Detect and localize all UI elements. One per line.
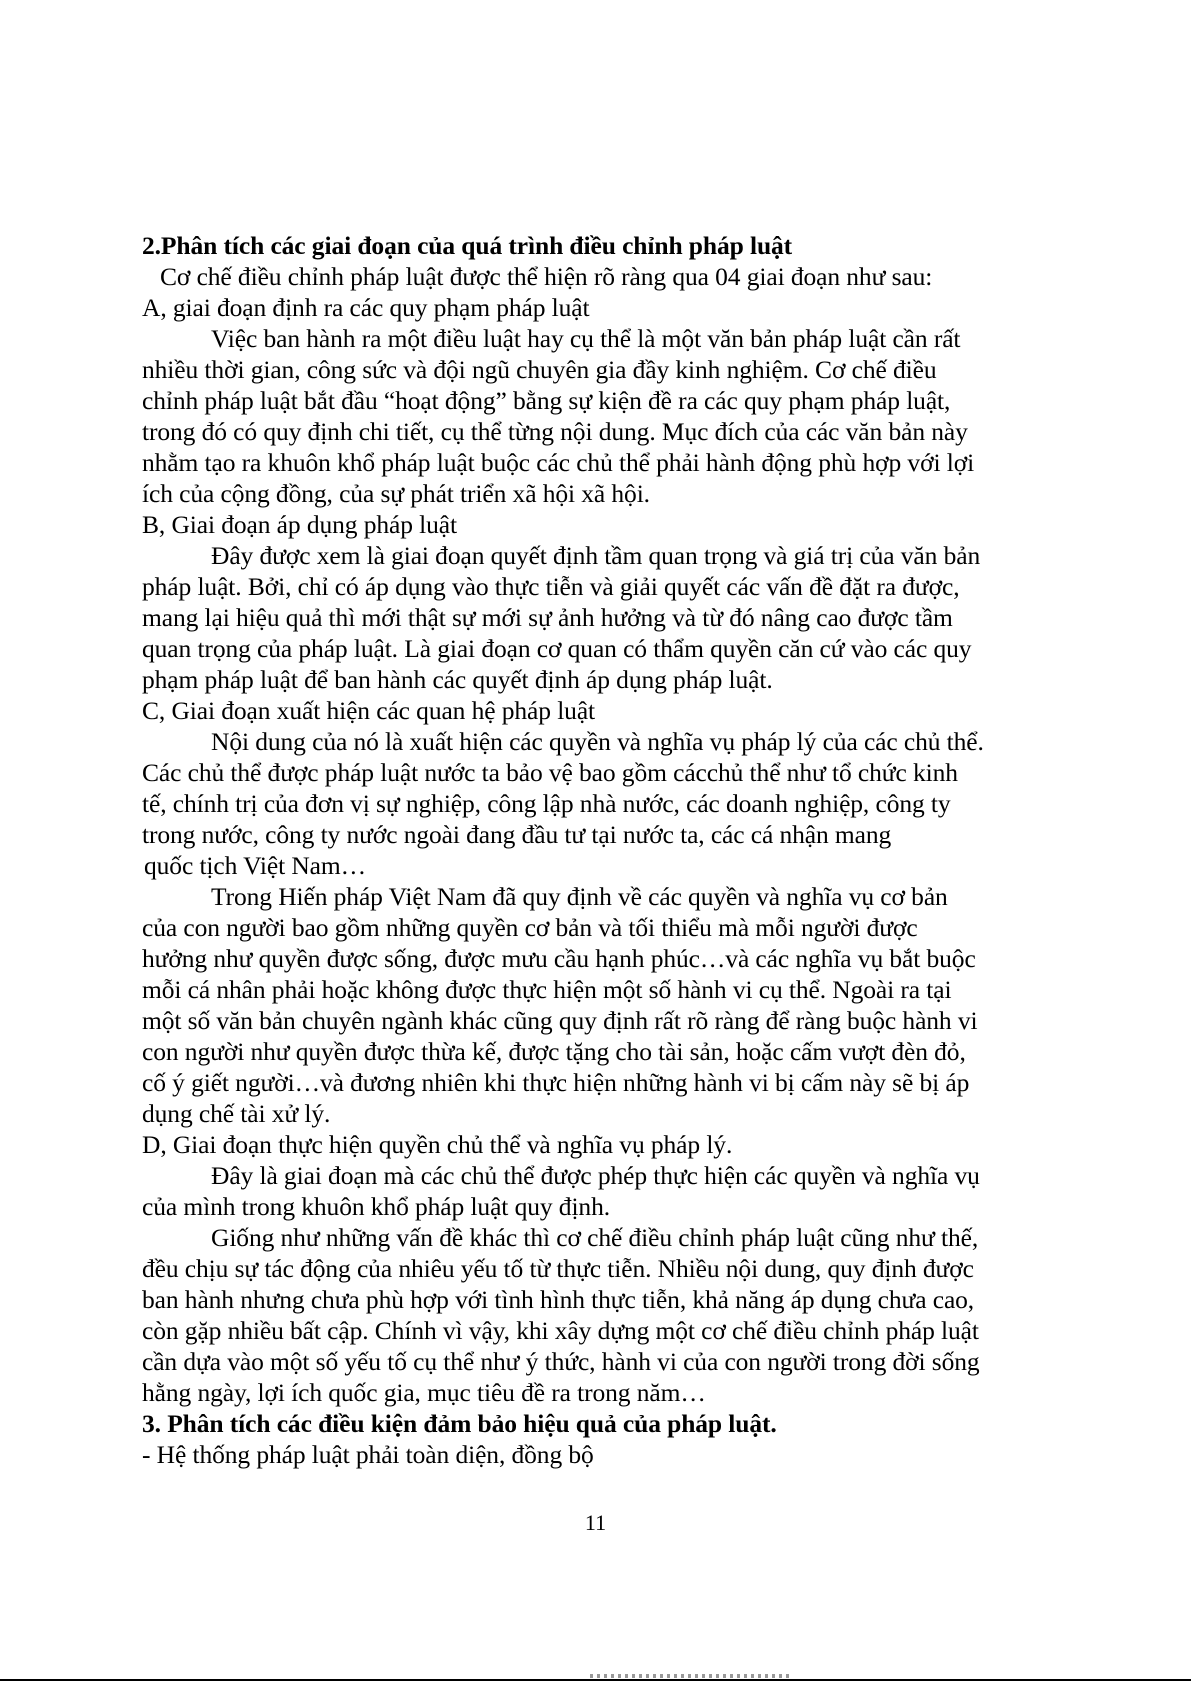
- page-bottom-rule: [0, 1679, 1191, 1681]
- text-line: dụng chế tài xử lý.: [142, 1099, 331, 1128]
- section-heading: 3. Phân tích các điều kiện đảm bảo hiệu quả của pháp luật.: [142, 1409, 777, 1438]
- text-line: - Hệ thống pháp luật phải toàn diện, đồng bộ: [142, 1440, 594, 1469]
- text-line: Đây được xem là giai đoạn quyết định tầm quan trọng và giá trị của văn bản: [211, 541, 981, 570]
- scan-artifact: [590, 1674, 790, 1678]
- text-line: ích của cộng đồng, của sự phát triển xã hội xã hội.: [142, 479, 650, 508]
- text-line: tế, chính trị của đơn vị sự nghiệp, công lập nhà nước, các doanh nghiệp, công ty: [142, 789, 951, 818]
- text-line: C, Giai đoạn xuất hiện các quan hệ pháp luật: [142, 696, 596, 725]
- page-number: 11: [584, 1510, 607, 1535]
- text-line: trong đó có quy định chi tiết, cụ thể từng nội dung. Mục đích của các văn bản này: [142, 417, 968, 446]
- text-line: Việc ban hành ra một điều luật hay cụ thể là một văn bản pháp luật cần rất: [211, 324, 961, 353]
- text-line: hằng ngày, lợi ích quốc gia, mục tiêu đề ra trong năm…: [142, 1378, 706, 1407]
- text-line: của con người bao gồm những quyền cơ bản và tối thiểu mà mỗi người được: [142, 913, 918, 942]
- text-line: Đây là giai đoạn mà các chủ thể được phép thực hiện các quyền và nghĩa vụ: [211, 1161, 980, 1190]
- text-line: còn gặp nhiều bất cập. Chính vì vậy, khi xây dựng một cơ chế điều chỉnh pháp luật: [142, 1316, 979, 1345]
- text-line: nhiều thời gian, công sức và đội ngũ chuyên gia đầy kinh nghiệm. Cơ chế điều: [142, 355, 937, 384]
- text-line: quan trọng của pháp luật. Là giai đoạn cơ quan có thẩm quyền căn cứ vào các quy: [142, 634, 972, 663]
- text-line: Giống như những vấn đề khác thì cơ chế điều chỉnh pháp luật cũng như thế,: [211, 1223, 979, 1252]
- text-line: quốc tịch Việt Nam…: [144, 851, 367, 880]
- document-body: [142, 230, 1062, 1470]
- text-line: cần dựa vào một số yếu tố cụ thể như ý thức, hành vi của con người trong đời sống: [142, 1347, 980, 1376]
- text-line: của mình trong khuôn khổ pháp luật quy định.: [142, 1192, 610, 1221]
- text-line: Trong Hiến pháp Việt Nam đã quy định về các quyền và nghĩa vụ cơ bản: [211, 882, 948, 911]
- text-line: Các chủ thể được pháp luật nước ta bảo vệ bao gồm cácchủ thể như tổ chức kinh: [142, 758, 958, 787]
- section-heading: 2.Phân tích các giai đoạn của quá trình điều chỉnh pháp luật: [142, 231, 793, 260]
- text-line: nhằm tạo ra khuôn khổ pháp luật buộc các chủ thể phải hành động phù hợp với lợi: [142, 448, 975, 477]
- text-line: trong nước, công ty nước ngoài đang đầu tư tại nước ta, các cá nhận mang: [142, 820, 892, 849]
- text-line: mỗi cá nhân phải hoặc không được thực hiện một số hành vi cụ thể. Ngoài ra tại: [142, 975, 952, 1004]
- text-line: mang lại hiệu quả thì mới thật sự mới sự ảnh hưởng và từ đó nâng cao được tầm: [142, 603, 953, 632]
- text-line: cố ý giết người…và đương nhiên khi thực hiện những hành vi bị cấm này sẽ bị áp: [142, 1068, 970, 1097]
- text-line: ban hành nhưng chưa phù hợp với tình hình thực tiễn, khả năng áp dụng chưa cao,: [142, 1285, 975, 1314]
- text-line: Nội dung của nó là xuất hiện các quyền và nghĩa vụ pháp lý của các chủ thể.: [211, 727, 984, 756]
- text-line: pháp luật. Bởi, chỉ có áp dụng vào thực tiễn và giải quyết các vấn đề đặt ra được,: [142, 572, 960, 601]
- text-line: chỉnh pháp luật bắt đầu “hoạt động” bằng sự kiện đề ra các quy phạm pháp luật,: [142, 386, 951, 415]
- text-line: một số văn bản chuyên ngành khác cũng quy định rất rõ ràng để ràng buộc hành vi: [142, 1006, 978, 1035]
- text-line: hưởng như quyền được sống, được mưu cầu hạnh phúc…và các nghĩa vụ bắt buộc: [142, 944, 976, 973]
- text-line: A, giai đoạn định ra các quy phạm pháp luật: [142, 293, 590, 322]
- text-line: Cơ chế điều chỉnh pháp luật được thể hiện rõ ràng qua 04 giai đoạn như sau:: [160, 262, 933, 291]
- text-line: con người như quyền được thừa kế, được tặng cho tài sản, hoặc cấm vượt đèn đỏ,: [142, 1037, 966, 1066]
- text-line: D, Giai đoạn thực hiện quyền chủ thể và nghĩa vụ pháp lý.: [142, 1130, 733, 1159]
- text-line: đều chịu sự tác động của nhiêu yếu tố từ thực tiễn. Nhiều nội dung, quy định được: [142, 1254, 974, 1283]
- text-line: B, Giai đoạn áp dụng pháp luật: [142, 510, 457, 539]
- text-line: phạm pháp luật để ban hành các quyết định áp dụng pháp luật.: [142, 665, 773, 694]
